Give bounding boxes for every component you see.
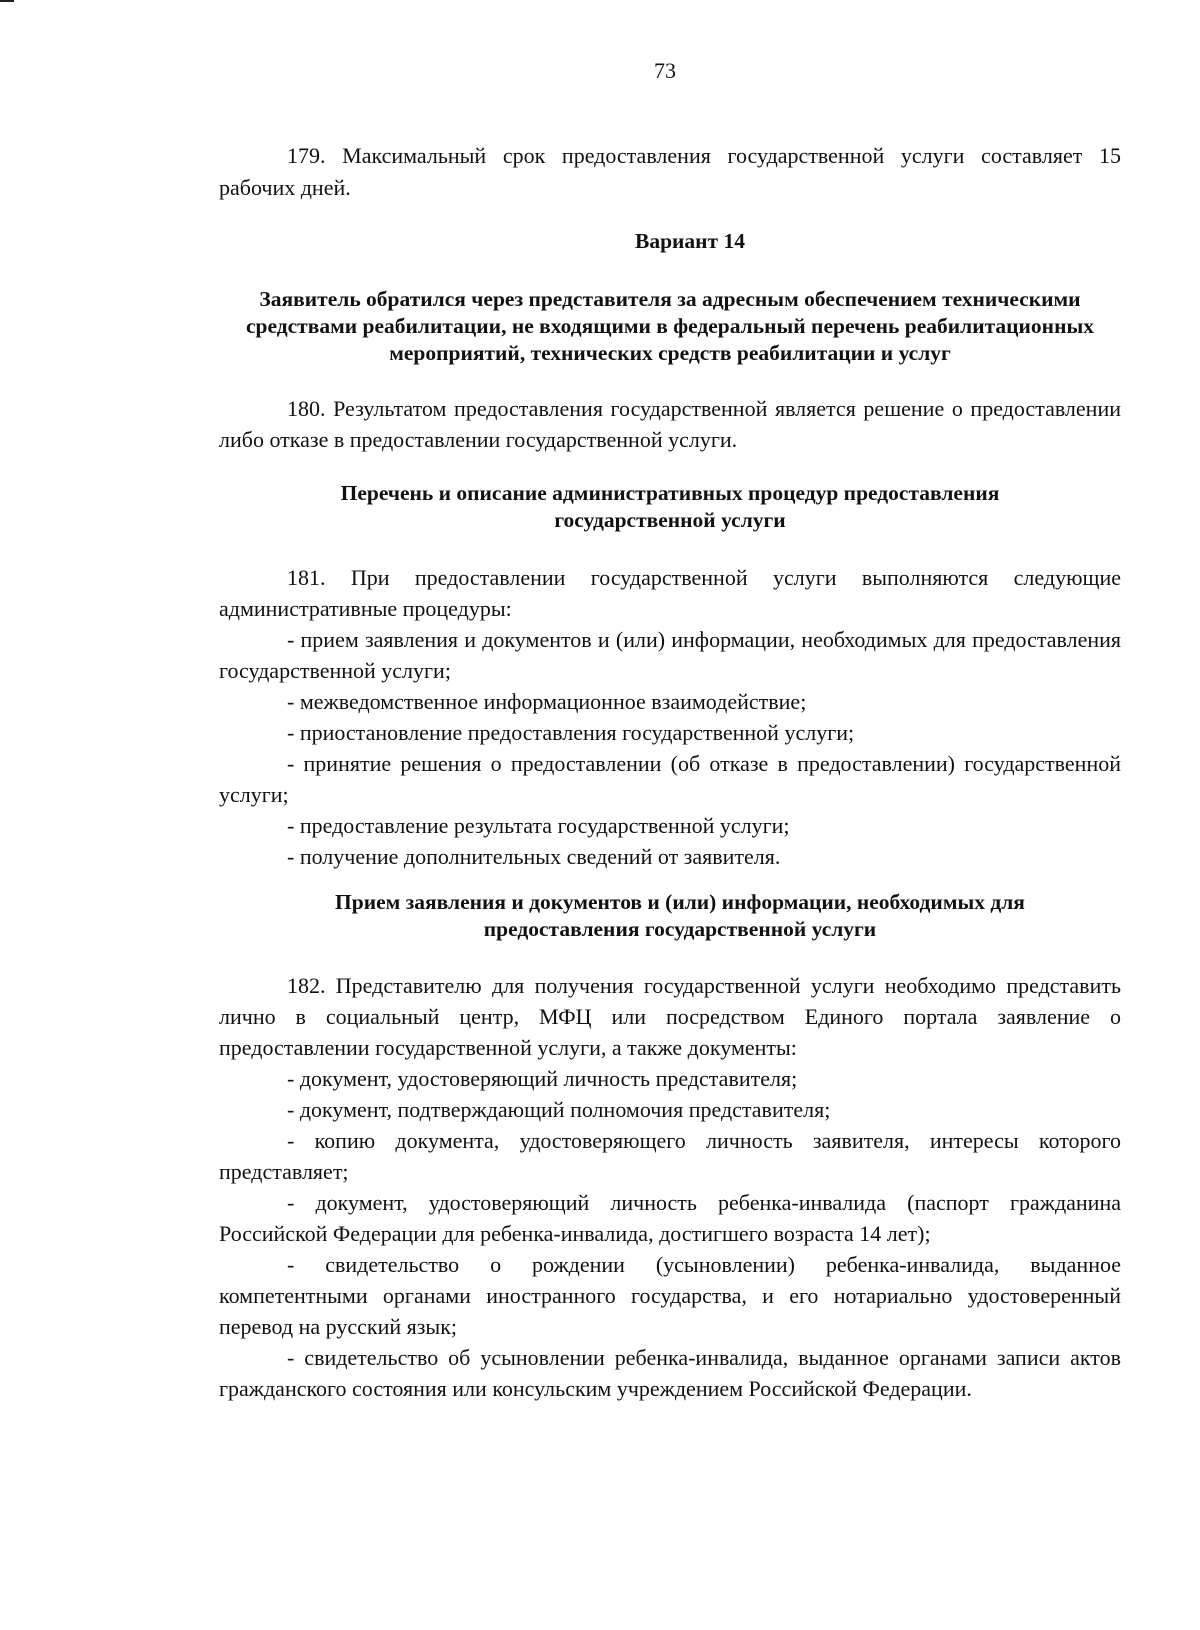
variant-title-block: [219, 228, 1121, 255]
variant-subtitle-block: [230, 286, 1110, 367]
document-item: - копию документа, удостоверяющего личность заявителя, интересы которого представляет;: [219, 1128, 1121, 1184]
paragraph-179-block: [219, 140, 1121, 204]
variant-title: Вариант 14: [634, 229, 745, 253]
section2-title-block: [300, 889, 1060, 943]
document-item: - документ, удостоверяющий личность ребенка-инвалида (паспорт гражданина Российской Федерации для ребенка-инвалида, достигшего возраста 14 лет);: [219, 1190, 1121, 1246]
section1-title-block: [320, 480, 1020, 534]
paragraph-180-block: [219, 393, 1121, 455]
document-item: - свидетельство об усыновлении ребенка-инвалида, выданное органами записи актов гражданского состояния или консульским учреждением Российской Федерации.: [219, 1345, 1121, 1401]
procedure-item: - приостановление предоставления государственной услуги;: [287, 720, 855, 745]
paragraph-181: 181. При предоставлении государственной услуги выполняются следующие административные процедуры:: [219, 565, 1121, 621]
paragraph-181-block: [219, 562, 1121, 872]
variant-subtitle: Заявитель обратился через представителя за адресным обеспечением техническими средствами реабилитации, не входящими в федеральный перечень реабилитационных мероприятий, технических средств реабилитации и услуг: [245, 287, 1094, 365]
procedure-item: - прием заявления и документов и (или) информации, необходимых для предоставления государственной услуги;: [219, 627, 1121, 683]
paragraph-179: 179. Максимальный срок предоставления государственной услуги составляет 15 рабочих дней.: [219, 143, 1121, 200]
page-number: 73: [654, 58, 676, 83]
procedure-item: - межведомственное информационное взаимодействие;: [287, 689, 807, 714]
procedure-item: - принятие решения о предоставлении (об отказе в предоставлении) государственной услуги;: [219, 751, 1121, 807]
section1-title: Перечень и описание административных процедур предоставления государственной услуги: [340, 481, 1000, 532]
procedure-item: - получение дополнительных сведений от заявителя.: [287, 844, 781, 869]
section2-title: Прием заявления и документов и (или) информации, необходимых для предоставления государственной услуги: [335, 890, 1025, 941]
document-item: - документ, удостоверяющий личность представителя;: [287, 1066, 798, 1091]
procedure-item: - предоставление результата государственной услуги;: [287, 813, 790, 838]
paragraph-180: 180. Результатом предоставления государственной является решение о предоставлении либо отказе в предоставлении государственной услуги.: [219, 396, 1121, 452]
scan-mark: [0, 0, 14, 2]
paragraph-182-block: [219, 970, 1121, 1404]
paragraph-182: 182. Представителю для получения государственной услуги необходимо представить лично в социальный центр, МФЦ или посредством Единого портала заявление о предоставлении государственной услуги, а также документы:: [219, 973, 1121, 1060]
document-item: - документ, подтверждающий полномочия представителя;: [287, 1097, 831, 1122]
document-item: - свидетельство о рождении (усыновлении) ребенка-инвалида, выданное компетентными органами иностранного государства, и его нотариально удостоверенный перевод на русский язык;: [219, 1252, 1121, 1339]
